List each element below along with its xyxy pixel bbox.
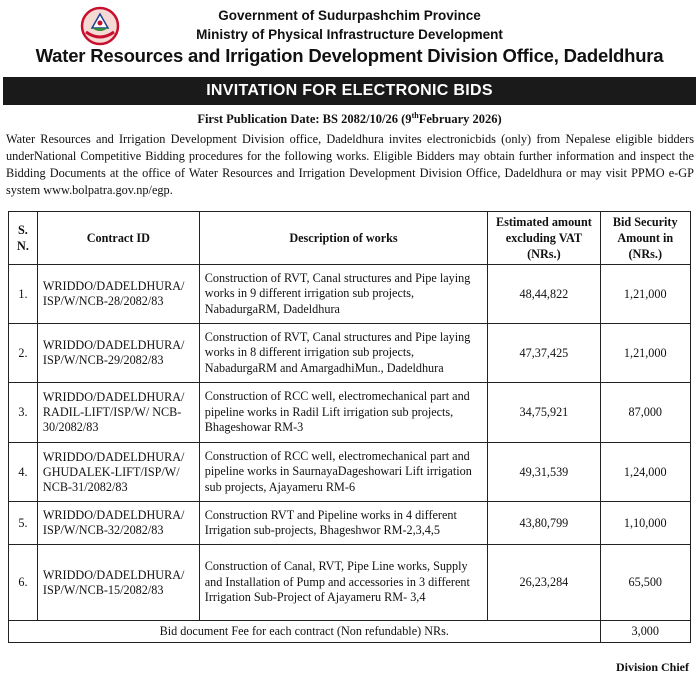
table-header-row <box>9 212 691 265</box>
cell-description: Construction of RVT, Canal structures and Pipe laying works in 8 different irrigation sub projects, NabadurgaRM and AmargadhiMun., Dadeldhura <box>199 324 487 383</box>
cell-amount: 47,37,425 <box>488 324 600 383</box>
cell-amount: 34,75,921 <box>488 383 600 443</box>
cell-amount: 26,23,284 <box>488 545 600 621</box>
bids-table <box>8 211 691 643</box>
title-banner: INVITATION FOR ELECTRONIC BIDS <box>3 77 696 105</box>
cell-amount: 49,31,539 <box>488 443 600 502</box>
cell-sn: 6. <box>9 545 38 621</box>
cell-sn: 3. <box>9 383 38 443</box>
fee-label: Bid document Fee for each contract (Non refundable) NRs. <box>9 621 601 643</box>
cell-amount: 43,80,799 <box>488 502 600 545</box>
cell-sn: 4. <box>9 443 38 502</box>
signature-division-chief: Division Chief <box>615 660 689 674</box>
cell-sn: 1. <box>9 265 38 324</box>
cell-description: Construction of RVT, Canal structures and Pipe laying works in 9 different irrigation sub projects, NabadurgaRM, Dadeldhura <box>199 265 487 324</box>
header-description: Description of works <box>199 212 487 265</box>
cell-description: Construction of Canal, RVT, Pipe Line works, Supply and Installation of Pump and accessories in 3 different Irrigation Sub-Project of Ajayameru RM- 3,4 <box>199 545 487 621</box>
header-contract-id: Contract ID <box>37 212 199 265</box>
intro-paragraph: Water Resources and Irrigation Development Division office, Dadeldhura invites electronicbids (only) from Nepalese eligible bidders underNational Competitive Bidding procedures for the following works. Eligible Bidders may obtain further information and inspect the Bidding Documents at the office of Water Resources and Irrigation Development Division Office, Dadeldhura or may visit PPMO e-GP system www.bolpatra.gov.np/egp. <box>6 132 694 197</box>
publication-date <box>0 111 699 127</box>
fee-row <box>9 621 691 643</box>
header-amount: Estimated amount excluding VAT (NRs.) <box>488 212 600 265</box>
cell-security: 87,000 <box>600 383 690 443</box>
cell-contract-id: WRIDDO/DADELDHURA/ RADIL-LIFT/ISP/W/ NCB-30/2082/83 <box>37 383 199 443</box>
cell-security: 1,21,000 <box>600 324 690 383</box>
header-office: Water Resources and Irrigation Development Division Office, Dadeldhura <box>35 45 664 66</box>
table-row <box>9 383 691 443</box>
cell-security: 1,21,000 <box>600 265 690 324</box>
cell-security: 1,24,000 <box>600 443 690 502</box>
cell-contract-id: WRIDDO/DADELDHURA/ GHUDALEK-LIFT/ISP/W/ NCB-31/2082/83 <box>37 443 199 502</box>
cell-sn: 5. <box>9 502 38 545</box>
table-row <box>9 443 691 502</box>
fee-value: 3,000 <box>600 621 690 643</box>
cell-description: Construction of RCC well, electromechanical part and pipeline works in Radil Lift irrigation sub projects, Bhageshowar RM-3 <box>199 383 487 443</box>
cell-description: Construction RVT and Pipeline works in 4 different Irrigation sub-projects, Bhageshwor RM-2,3,4,5 <box>199 502 487 545</box>
header-government: Government of Sudurpashchim Province <box>218 8 481 23</box>
cell-contract-id: WRIDDO/DADELDHURA/ ISP/W/NCB-29/2082/83 <box>37 324 199 383</box>
table-row <box>9 265 691 324</box>
header-sn: S. N. <box>9 212 38 265</box>
header-ministry: Ministry of Physical Infrastructure Development <box>196 27 503 42</box>
table-row <box>9 545 691 621</box>
cell-amount: 48,44,822 <box>488 265 600 324</box>
cell-contract-id: WRIDDO/DADELDHURA/ ISP/W/NCB-32/2082/83 <box>37 502 199 545</box>
table-row <box>9 324 691 383</box>
cell-description: Construction of RCC well, electromechanical part and pipeline works in SaurnayaDageshowari Lift irrigation sub projects, Ajayameru RM-6 <box>199 443 487 502</box>
cell-security: 1,10,000 <box>600 502 690 545</box>
cell-sn: 2. <box>9 324 38 383</box>
table-row <box>9 502 691 545</box>
cell-contract-id: WRIDDO/DADELDHURA/ ISP/W/NCB-15/2082/83 <box>37 545 199 621</box>
header-security: Bid Security Amount in (NRs.) <box>600 212 690 265</box>
cell-contract-id: WRIDDO/DADELDHURA/ ISP/W/NCB-28/2082/83 <box>37 265 199 324</box>
cell-security: 65,500 <box>600 545 690 621</box>
publication-date-sup: th <box>411 111 419 120</box>
publication-date-suffix: February 2026) <box>418 112 502 127</box>
publication-date-prefix: First Publication Date: BS 2082/10/26 (9 <box>197 112 412 127</box>
